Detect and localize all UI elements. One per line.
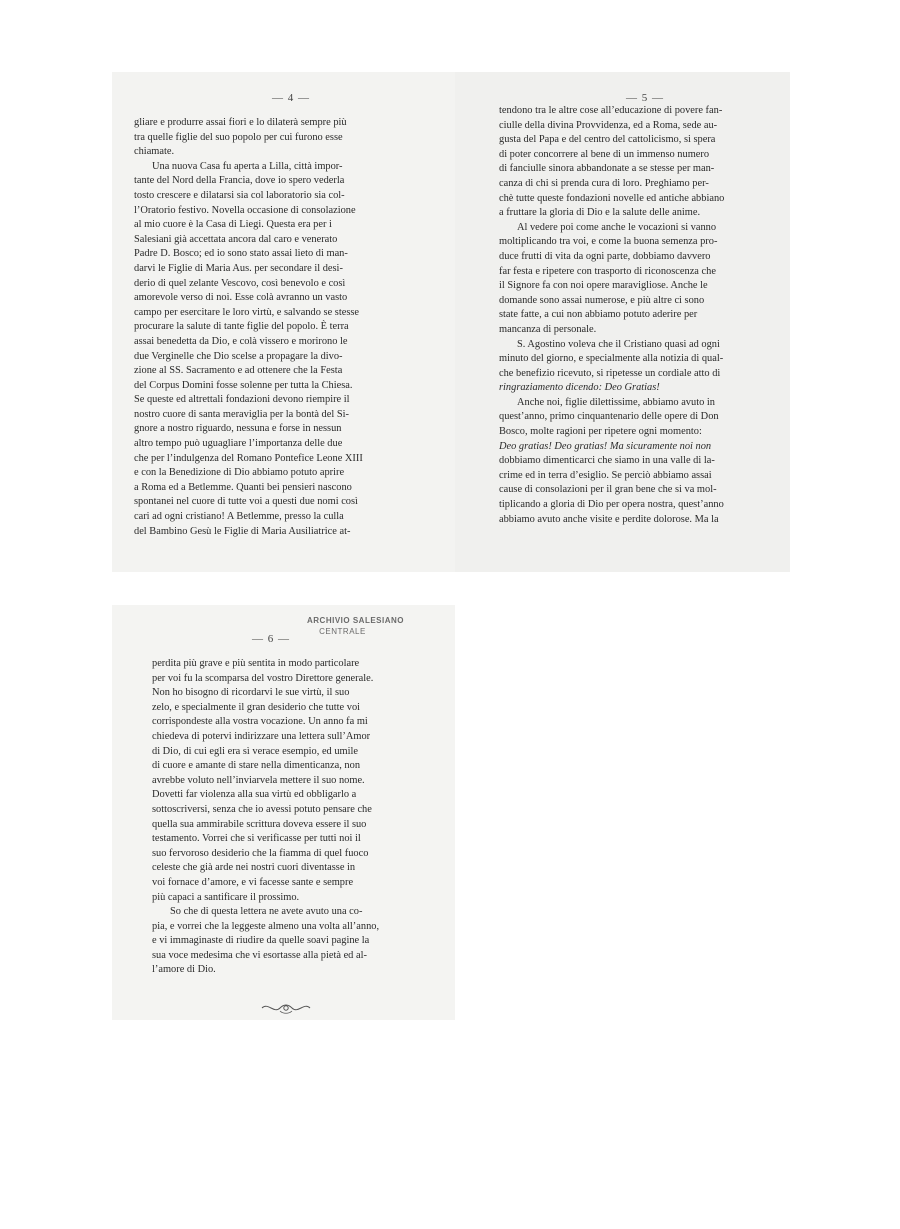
text-line: derio di quel zelante Vescovo, così benevolo e così bbox=[134, 277, 346, 289]
text-line: più capaci a santificare il prossimo. bbox=[152, 891, 300, 903]
text-line: chiamate. bbox=[134, 146, 175, 158]
text-line: chè tutte queste fondazioni novelle ed antiche abbiano bbox=[499, 192, 725, 204]
text-line: Salesiani già accettata ancora dal caro e venerato bbox=[134, 233, 338, 245]
text-line: di cuore e amante di stare nella dimenticanza, non bbox=[152, 760, 361, 772]
text-line: So che di questa lettera ne avete avuto una co- bbox=[170, 906, 363, 918]
text-line: cari ad ogni cristiano! A Betlemme, presso la culla bbox=[134, 511, 344, 523]
text-line: Una nuova Casa fu aperta a Lilla, città impor- bbox=[152, 160, 343, 172]
text-line: pia, e vorrei che la leggeste almeno una volta all’anno, bbox=[152, 920, 380, 932]
text-line: di fanciulle sinora abbandonate a se stesse per man- bbox=[499, 163, 715, 175]
text-line: far festa e ripetere con trasporto di riconoscenza che bbox=[499, 265, 716, 277]
text-line: nostro cuore di santa meraviglia per la bontà del Si- bbox=[134, 408, 349, 420]
text-line: state fatte, a cui non abbiamo potuto aderire per bbox=[499, 309, 698, 321]
text-line: spontanei nel cuore di tutte voi a questi due nomi così bbox=[134, 496, 358, 508]
archive-stamp bbox=[307, 615, 404, 637]
page-number: — 5 — bbox=[626, 92, 664, 104]
text-line: che per l’indulgenza del Romano Pontefice Leone XIII bbox=[134, 452, 363, 464]
text-line: sua voce medesima che vi esortasse alla pietà ed al- bbox=[152, 949, 367, 961]
text-line: chiedeva di potervi indirizzare una lettera sull’Amor bbox=[152, 730, 371, 742]
text-line: Al vedere poi come anche le vocazioni si vanno bbox=[517, 221, 717, 233]
text-line: ciulle della divina Provvidenza, ed a Roma, sede au- bbox=[499, 119, 718, 131]
text-line: gusta del Papa e del centro del cattolicismo, si spera bbox=[499, 134, 716, 146]
text-line: suo fervoroso desiderio che la fiamma di quel fuoco bbox=[152, 847, 369, 859]
text-line: testamento. Vorrei che si verificasse per tutti noi il bbox=[152, 833, 361, 845]
text-line: quella sua ammirabile scrittura doveva essere il suo bbox=[152, 818, 367, 830]
page-5 bbox=[455, 72, 790, 572]
stamp-line: ARCHIVIO SALESIANO bbox=[307, 616, 405, 625]
text-line: minuto del giorno, e specialmente alla notizia di qual- bbox=[499, 353, 724, 365]
text-line: tante del Nord della Francia, dove io spero vederla bbox=[134, 175, 345, 187]
text-line: sottoscriversi, senza che io avessi potuto pensare che bbox=[152, 803, 372, 815]
text-line: Bosco, molte ragioni per ripetere ogni momento: bbox=[499, 426, 702, 438]
text-line: moltiplicando tra voi, e come la buona semenza pro- bbox=[499, 236, 718, 248]
text-line: assai benedetta da Dio, e colà vissero e morirono le bbox=[134, 335, 348, 347]
text-line: darvi le Figlie di Maria Aus. per secondare il desi- bbox=[134, 262, 343, 274]
text-line: di Dio, di cui egli era sì verace esempio, ed umile bbox=[152, 745, 359, 757]
text-line: a fruttare la gloria di Dio e la salute delle anime. bbox=[499, 207, 701, 219]
text-line: del Bambino Gesù le Figlie di Maria Ausiliatrice at- bbox=[134, 525, 351, 537]
text-line: l’Oratorio festivo. Novella occasione di consolazione bbox=[134, 204, 356, 216]
page-number: — 4 — bbox=[272, 92, 310, 104]
text-line: domande sono assai numerose, e più altre ci sono bbox=[499, 294, 705, 306]
text-line: e con la Benedizione di Dio abbiamo potuto aprire bbox=[134, 467, 345, 479]
text-line: l’amore di Dio. bbox=[152, 964, 216, 976]
text-line: Padre D. Bosco; ed io sono stato assai lieto di man- bbox=[134, 248, 348, 260]
text-line: dobbiamo dimenticarci che siamo in una valle di la- bbox=[499, 455, 715, 467]
text-line: e vi immaginaste di riudire da quelle soavi pagine la bbox=[152, 935, 370, 947]
text-line: tendono tra le altre cose all’educazione di povere fan- bbox=[499, 105, 723, 116]
text-line: gliare e produrre assai fiori e lo dilaterà sempre più bbox=[134, 117, 347, 128]
text-line: Deo gratias! Deo gratias! Ma sicuramente noi non bbox=[499, 440, 712, 452]
text-line: per voi fu la scomparsa del vostro Direttore generale. bbox=[152, 672, 374, 684]
text-line: ringraziamento dicendo: Deo Gratias! bbox=[499, 382, 660, 394]
text-line: del Corpus Domini fosse solenne per tutta la Chiesa. bbox=[134, 379, 353, 391]
page-6 bbox=[112, 605, 455, 1020]
text-line: Dovetti far violenza alla sua virtù ed obbligarlo a bbox=[152, 789, 357, 801]
text-line: tra quelle figlie del suo popolo per cui furono esse bbox=[134, 131, 343, 143]
text-line: tiplicando a gloria di Dio per opera nostra, quest’anno bbox=[499, 499, 724, 511]
text-line: di poter concorrere al bene di un immenso numero bbox=[499, 148, 710, 160]
text-line: duce frutti di vita da ogni parte, dobbiamo davvero bbox=[499, 250, 711, 262]
text-line: gnore a nostro riguardo, nessuna e forse in nessun bbox=[134, 423, 342, 435]
text-line: che benefizio ricevuto, si ripetesse un cordiale atto di bbox=[499, 367, 721, 379]
page-number: — 6 — bbox=[252, 633, 290, 645]
text-line: S. Agostino voleva che il Cristiano quasi ad ogni bbox=[517, 338, 720, 350]
text-line: Anche noi, figlie dilettissime, abbiamo avuto in bbox=[517, 396, 715, 408]
text-line: mancanza di personale. bbox=[499, 323, 597, 335]
text-line: campo per esercitare le loro virtù, e salvando se stesse bbox=[134, 306, 360, 318]
text-line: corrispondeste alla vostra vocazione. Un anno fa mi bbox=[152, 716, 368, 728]
text-line: Non ho bisogno di ricordarvi le sue virtù, il suo bbox=[152, 687, 350, 699]
text-line: cause di consolazioni per il gran bene che si va mol- bbox=[499, 484, 717, 496]
text-line: voi fornace d’amore, e vi facesse sante e sempre bbox=[152, 876, 354, 888]
text-line: canza di chi si prenda cura di loro. Preghiamo per- bbox=[499, 177, 709, 189]
text-line: altro tempo può uguagliare l’importanza delle due bbox=[134, 438, 343, 450]
text-line: amorevole verso di noi. Esse colà avranno un vasto bbox=[134, 292, 348, 304]
text-line: avrebbe voluto nell’inviarvela mettere il suo nome. bbox=[152, 774, 365, 786]
stamp-line: CENTRALE bbox=[319, 627, 366, 636]
page-4 bbox=[112, 72, 455, 572]
page-text bbox=[134, 116, 455, 539]
text-line: tosto crescere e dilatarsi sia col laboratorio sia col- bbox=[134, 189, 345, 201]
text-line: perdita più grave e più sentita in modo particolare bbox=[152, 658, 360, 669]
text-line: celeste che già arde nei nostri cuori diventasse in bbox=[152, 862, 356, 874]
text-line: a Roma ed a Betlemme. Quanti bei pensieri nascono bbox=[134, 481, 352, 493]
text-line: procurare la salute di tante figlie del popolo. È terra bbox=[134, 321, 349, 333]
text-line: Se queste ed altrettali fondazioni devono riempire il bbox=[134, 394, 350, 406]
text-line: al mio cuore è la Casa di Liegi. Questa era per i bbox=[134, 219, 332, 231]
text-line: zelo, e specialmente il gran desiderio che tutte voi bbox=[152, 701, 361, 713]
ornament-icon bbox=[260, 1000, 312, 1016]
page-text bbox=[499, 104, 790, 527]
page-text bbox=[152, 657, 455, 978]
text-line: abbiamo avuto anche visite e perdite dolorose. Ma la bbox=[499, 513, 719, 525]
text-line: quest’anno, primo cinquantenario delle opere di Don bbox=[499, 411, 719, 423]
text-line: crime ed in terra d’esiglio. Se perciò abbiamo assai bbox=[499, 469, 712, 481]
text-line: il Signore fa con noi opere maravigliose. Anche le bbox=[499, 280, 708, 292]
text-line: zione al SS. Sacramento e ad ottenere che la Festa bbox=[134, 365, 343, 377]
text-line: due Verginelle che Dio scelse a propagare la divo- bbox=[134, 350, 343, 362]
